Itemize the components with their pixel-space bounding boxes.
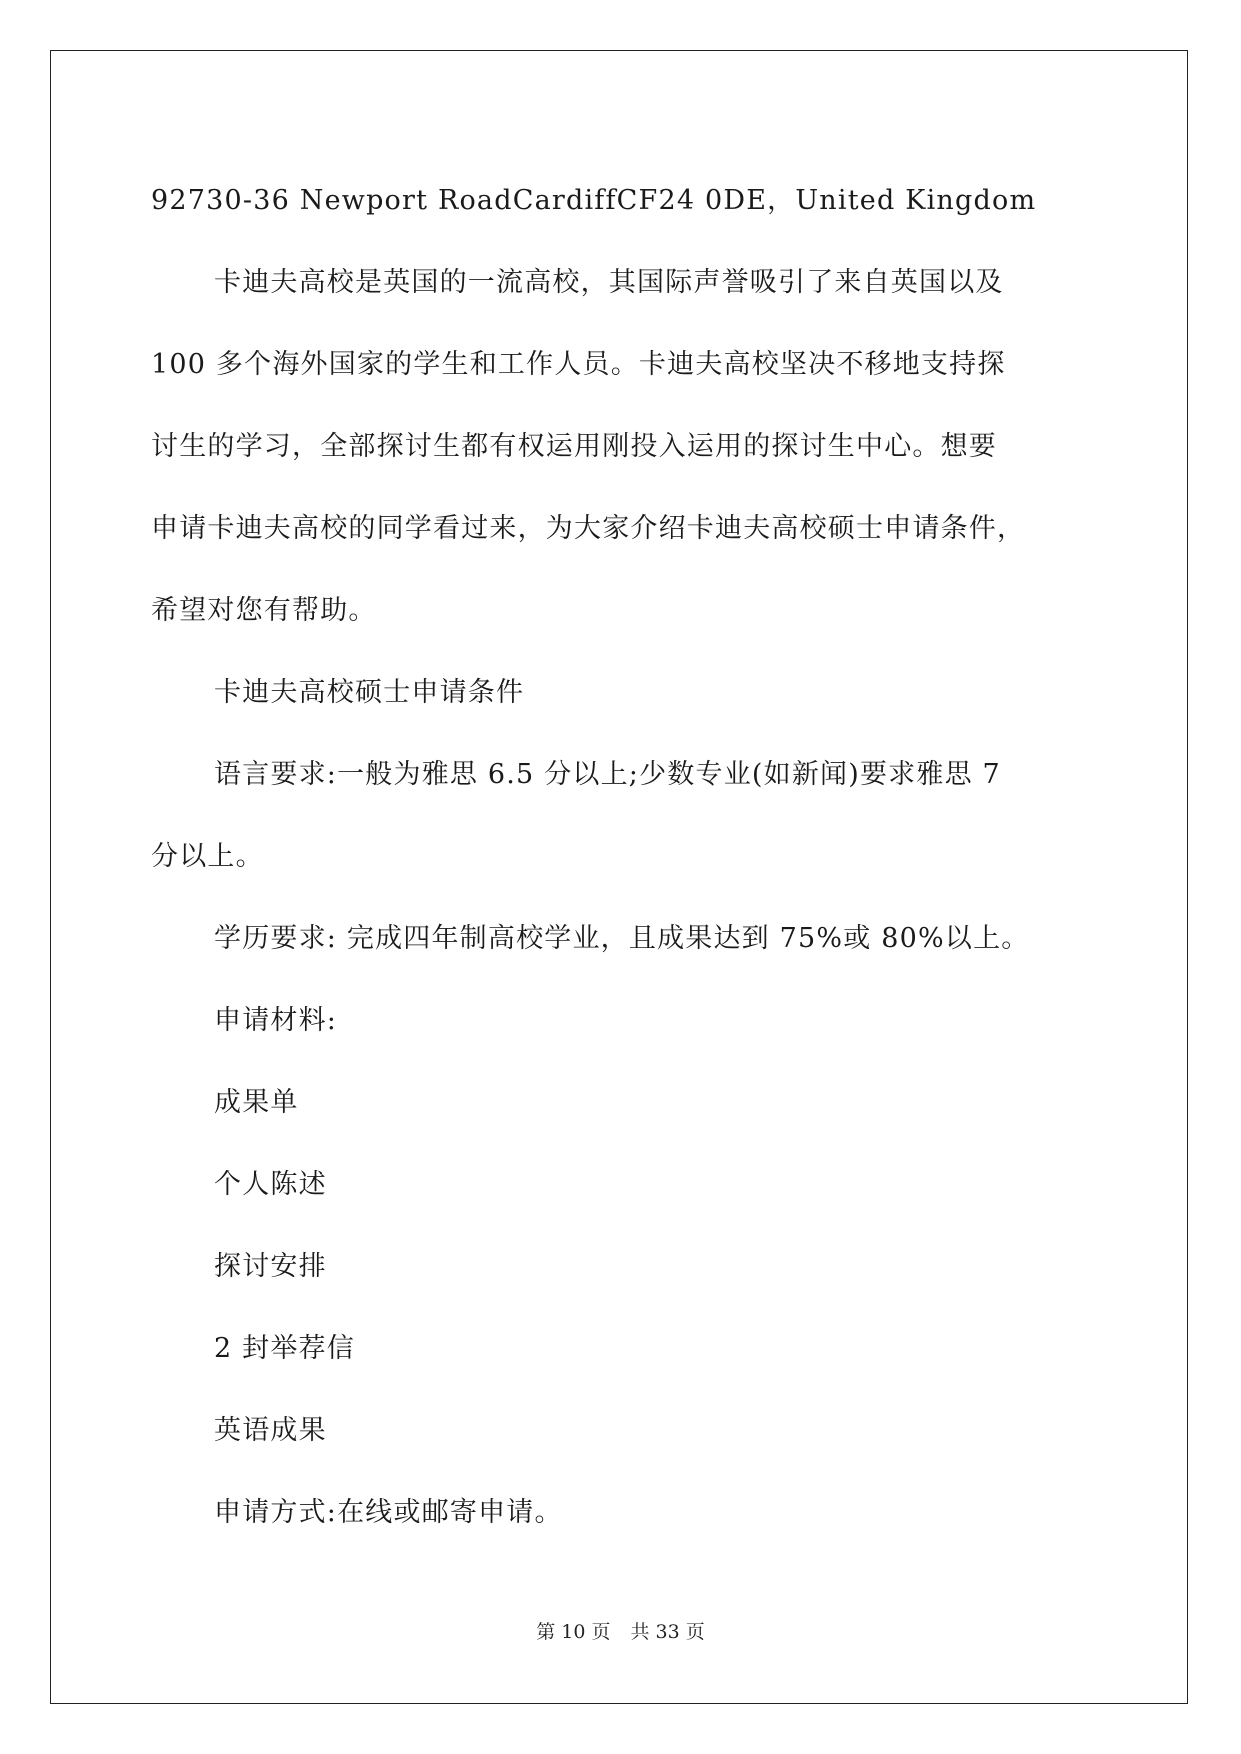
page-footer (0, 1617, 1241, 1644)
intro-line: 讨生的学习，全部探讨生都有权运用刚投入运用的探讨生中心。想要 (151, 431, 997, 462)
intro-line: 卡迪夫高校是英国的一流高校，其国际声誉吸引了来自英国以及 (214, 267, 1004, 298)
language-requirement (151, 734, 1111, 898)
material-item: 个人陈述 (214, 1169, 327, 1200)
intro-line: 申请卡迪夫高校的同学看过来，为大家介绍卡迪夫高校硕士申请条件， (151, 513, 1026, 544)
language-requirement-line: 语言要求:一般为雅思 6.5 分以上;少数专业(如新闻)要求雅思 7 (214, 759, 1001, 790)
address-line: 92730-36 Newport RoadCardiffCF24 0DE，United Kingdom (151, 185, 1037, 216)
page-number-current: 第 10 页 (536, 1621, 611, 1643)
language-requirement-line: 分以上。 (151, 841, 264, 872)
materials-list (151, 1062, 1111, 1472)
intro-line: 100 多个海外国家的学生和工作人员。卡迪夫高校坚决不移地支持探 (151, 349, 1006, 380)
section-title: 卡迪夫高校硕士申请条件 (214, 677, 525, 708)
materials-label: 申请材料: (214, 1005, 338, 1036)
intro-paragraph (151, 242, 1111, 652)
page-number-total: 共 33 页 (630, 1621, 705, 1643)
application-method: 申请方式:在线或邮寄申请。 (214, 1497, 563, 1528)
material-item: 英语成果 (214, 1415, 327, 1446)
intro-line: 希望对您有帮助。 (151, 595, 377, 626)
material-item: 2 封举荐信 (214, 1333, 355, 1364)
material-item: 探讨安排 (214, 1251, 327, 1282)
education-requirement: 学历要求: 完成四年制高校学业，且成果达到 75%或 80%以上。 (214, 923, 1030, 954)
material-item: 成果单 (214, 1087, 299, 1118)
document-body (151, 160, 1111, 1554)
